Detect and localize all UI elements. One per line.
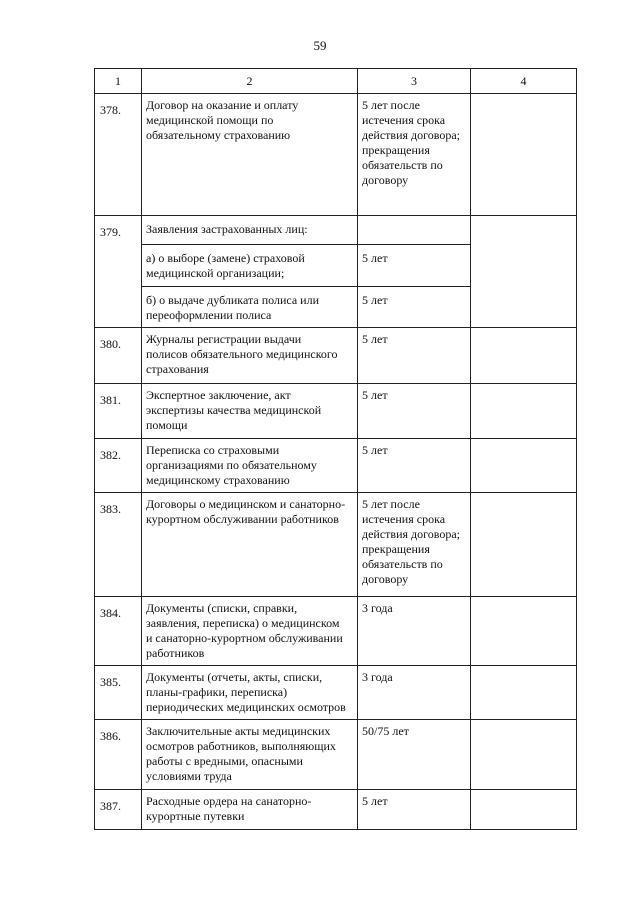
subrow-title: а) о выборе (замене) страховой медицинской организации;: [142, 245, 358, 287]
row-period: 5 лет: [358, 328, 471, 384]
row-title: Договор на оказание и оплату медицинской помощи по обязательному страхованию: [142, 94, 358, 216]
page-number: 59: [313, 38, 327, 53]
table-row: [95, 720, 577, 790]
row-number: 384.: [95, 597, 142, 666]
subrow-period: 5 лет: [358, 287, 471, 328]
row-number: 387.: [95, 790, 142, 830]
table-row: [95, 384, 577, 439]
table-header-row: [95, 69, 577, 94]
row-title: Документы (списки, справки, заявления, переписка) о медицинском и санаторно-курортном обслуживании работников: [142, 597, 358, 666]
row-note: [471, 216, 577, 328]
row-title: Заключительные акты медицинских осмотров работников, выполняющих работы с вредными, опасными условиями труда: [142, 720, 358, 790]
table-row: [95, 439, 577, 493]
row-number: 382.: [95, 439, 142, 493]
row-period: [358, 216, 471, 245]
row-number: 380.: [95, 328, 142, 384]
table-row: [95, 790, 577, 830]
row-title: Документы (отчеты, акты, списки, планы-графики, переписка) периодических медицинских осмотров: [142, 666, 358, 720]
row-note: [471, 493, 577, 597]
row-title: Договоры о медицинском и санаторно- курортном обслуживании работников: [142, 493, 358, 597]
table-row: [95, 216, 577, 245]
row-period: 5 лет: [358, 384, 471, 439]
subrow-title: б) о выдаче дубликата полиса или переоформлении полиса: [142, 287, 358, 328]
row-note: [471, 597, 577, 666]
row-period: 3 года: [358, 597, 471, 666]
header-cell-4: 4: [471, 69, 577, 94]
row-number: 383.: [95, 493, 142, 597]
header-cell-1: 1: [95, 69, 142, 94]
row-note: [471, 384, 577, 439]
row-period: 50/75 лет: [358, 720, 471, 790]
row-number: 385.: [95, 666, 142, 720]
header-cell-3: 3: [358, 69, 471, 94]
row-period: 3 года: [358, 666, 471, 720]
retention-table: [94, 68, 577, 830]
row-note: [471, 790, 577, 830]
row-title: Журналы регистрации выдачи полисов обязательного медицинского страхования: [142, 328, 358, 384]
row-title: Заявления застрахованных лиц:: [142, 216, 358, 245]
row-period: 5 лет после истечения срока действия договора; прекращения обязательств по договору: [358, 493, 471, 597]
row-period: 5 лет после истечения срока действия договора; прекращения обязательств по договору: [358, 94, 471, 216]
row-note: [471, 666, 577, 720]
row-note: [471, 94, 577, 216]
table-row: [95, 493, 577, 597]
row-title: Экспертное заключение, акт экспертизы качества медицинской помощи: [142, 384, 358, 439]
row-note: [471, 328, 577, 384]
row-title: Расходные ордера на санаторно- курортные путевки: [142, 790, 358, 830]
row-number: 381.: [95, 384, 142, 439]
row-period: 5 лет: [358, 439, 471, 493]
row-title: Переписка со страховыми организациями по обязательному медицинскому страхованию: [142, 439, 358, 493]
row-number: 378.: [95, 94, 142, 216]
table-row: [95, 328, 577, 384]
row-note: [471, 439, 577, 493]
table-row: [95, 94, 577, 216]
table-row: [95, 666, 577, 720]
row-number: 386.: [95, 720, 142, 790]
row-number: 379.: [95, 216, 142, 328]
header-cell-2: 2: [142, 69, 358, 94]
subrow-period: 5 лет: [358, 245, 471, 287]
table-row: [95, 597, 577, 666]
row-period: 5 лет: [358, 790, 471, 830]
row-note: [471, 720, 577, 790]
